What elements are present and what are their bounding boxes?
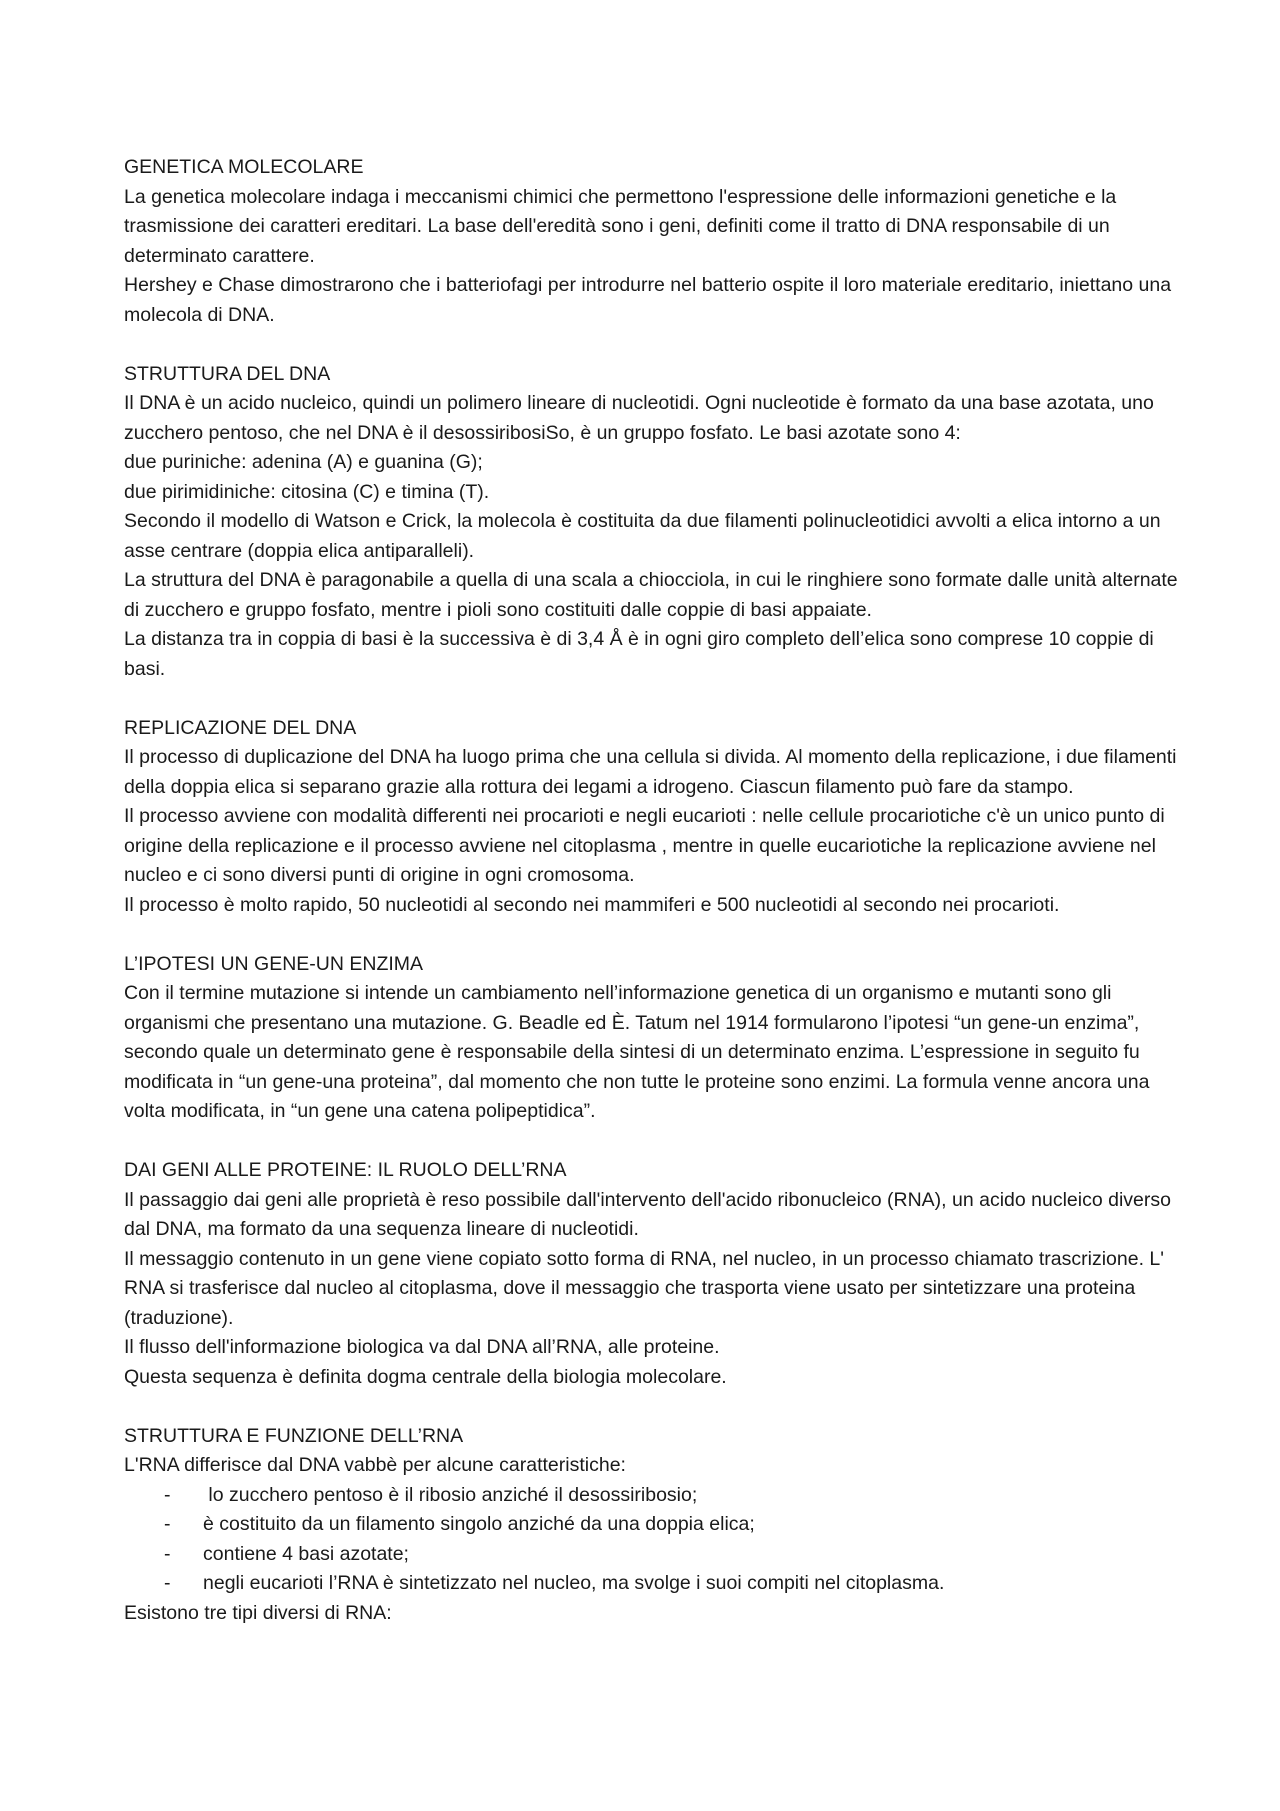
section-ipotesi-gene-enzima [124,950,1184,1127]
paragraph: Il DNA è un acido nucleico, quindi un polimero lineare di nucleotidi. Ogni nucleotide è formato da una base azotata, uno zucchero pentoso, che nel DNA è il desossiribosiSo, è un gruppo fosfato. Le basi azotate sono 4: [124,392,1154,444]
list-dash-marker: - [164,1513,171,1535]
list-item [124,1510,1184,1540]
section-heading: STRUTTURA E FUNZIONE DELL’RNA [124,1424,464,1447]
paragraph: Il processo di duplicazione del DNA ha luogo prima che una cellula si divida. Al momento della replicazione, i due filamenti della doppia elica si separano grazie alla rottura dei legami a idrogeno. Ciascun filamento può fare da stampo. [124,746,1177,798]
section-struttura-dna [124,360,1184,685]
list-item-text: è costituito da un filamento singolo anziché da una doppia elica; [203,1513,755,1535]
list-item-text: lo zucchero pentoso è il ribosio anziché il desossiribosio; [203,1483,698,1506]
paragraph: La struttura del DNA è paragonabile a quella di una scala a chiocciola, in cui le ringhiere sono formate dalle unità alternate di zucchero e gruppo fosfato, mentre i pioli sono costituiti dalle coppie di basi appaiate. [124,569,1178,621]
section-heading: DAI GENI ALLE PROTEINE: IL RUOLO DELL’RNA [124,1159,567,1181]
paragraph: Hershey e Chase dimostrarono che i batteriofagi per introdurre nel batterio ospite il loro materiale ereditario, iniettano una molecola di DNA. [124,274,1172,326]
paragraph: due pirimidiniche: citosina (C) e timina (T). [124,480,490,503]
paragraph: Il flusso dell'informazione biologica va dal DNA all’RNA, alle proteine. [124,1336,720,1358]
rna-differences-list [124,1481,1184,1599]
paragraph: Il processo è molto rapido, 50 nucleotidi al secondo nei mammiferi e 500 nucleotidi al secondo nei procarioti. [124,893,1060,916]
section-struttura-funzione-rna [124,1422,1184,1629]
list-dash-marker: - [164,1542,171,1565]
section-heading: L’IPOTESI UN GENE-UN ENZIMA [124,952,424,975]
paragraph: Il messaggio contenuto in un gene viene copiato sotto forma di RNA, nel nucleo, in un processo chiamato trascrizione. L' RNA si trasferisce dal nucleo al citoplasma, dove il messaggio che trasporta viene usato per sintetizzare una proteina (traduzione). [124,1247,1164,1329]
list-dash-marker: - [164,1483,171,1506]
section-heading: GENETICA MOLECOLARE [124,156,364,178]
paragraph: La distanza tra in coppia di basi è la successiva è di 3,4 Å è in ogni giro completo dell’elica sono comprese 10 coppie di basi. [124,628,1154,680]
document-body [124,153,1184,1628]
paragraph: Con il termine mutazione si intende un cambiamento nell’informazione genetica di un organismo e mutanti sono gli organismi che presentano una mutazione. G. Beadle ed È. Tatum nel 1914 formularono l’ipotesi “un gene-un enzima”, secondo quale un determinato gene è responsabile della sintesi di un determinato enzima. L’espressione in seguito fu modificata in “un gene-una proteina”, dal momento che non tutte le proteine sono enzimi. La formula venne ancora una volta modificata, in “un gene una catena polipeptidica”. [124,982,1150,1122]
list-item-text: negli eucarioti l’RNA è sintetizzato nel nucleo, ma svolge i suoi compiti nel citoplasma. [203,1572,945,1594]
section-heading: STRUTTURA DEL DNA [124,362,331,385]
paragraph: Questa sequenza è definita dogma centrale della biologia molecolare. [124,1365,727,1388]
paragraph: L'RNA differisce dal DNA vabbè per alcune caratteristiche: [124,1454,626,1476]
paragraph: Il passaggio dai geni alle proprietà è reso possibile dall'intervento dell'acido ribonucleico (RNA), un acido nucleico diverso dal DNA, ma formato da una sequenza lineare di nucleotidi. [124,1188,1171,1240]
list-item-text: contiene 4 basi azotate; [203,1542,409,1565]
list-dash-marker: - [164,1572,171,1594]
paragraph: Il processo avviene con modalità differenti nei procarioti e negli eucarioti : nelle cellule procariotiche c'è un unico punto di origine della replicazione e il processo avviene nel citoplasma , mentre in quelle eucariotiche la replicazione avviene nel nucleo e ci sono diversi punti di origine in ogni cromosoma. [124,805,1165,886]
list-item [124,1540,1184,1570]
section-genetica-molecolare [124,153,1184,330]
section-replicazione-dna [124,714,1184,921]
list-item [124,1481,1184,1511]
paragraph: Esistono tre tipi diversi di RNA: [124,1601,392,1624]
section-geni-proteine-rna [124,1156,1184,1392]
paragraph: due puriniche: adenina (A) e guanina (G); [124,451,483,473]
paragraph: Secondo il modello di Watson e Crick, la molecola è costituita da due filamenti polinucleotidici avvolti a elica intorno a un asse centrare (doppia elica antiparalleli). [124,510,1161,562]
section-heading: REPLICAZIONE DEL DNA [124,716,357,739]
paragraph: La genetica molecolare indaga i meccanismi chimici che permettono l'espressione delle informazioni genetiche e la trasmissione dei caratteri ereditari. La base dell'eredità sono i geni, definiti come il tratto di DNA responsabile di un determinato carattere. [124,185,1117,267]
list-item [124,1569,1184,1599]
